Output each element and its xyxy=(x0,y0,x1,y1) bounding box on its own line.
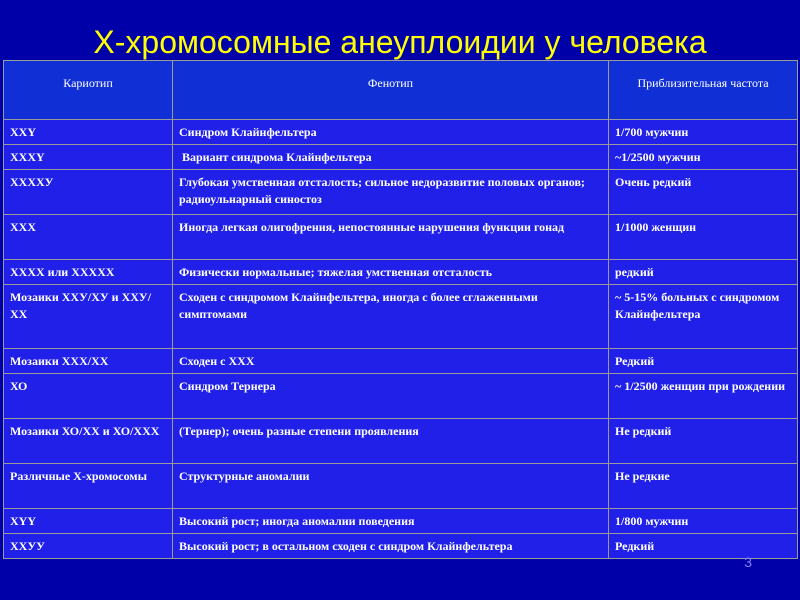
cell-frequency: ~ 5-15% больных с синдромом Клайнфельтера xyxy=(609,285,798,349)
cell-phenotype: Физически нормальные; тяжелая умственная отсталость xyxy=(173,260,609,285)
cell-frequency: 1/700 мужчин xyxy=(609,120,798,145)
cell-karyotype: ХХY xyxy=(4,120,173,145)
header-phenotype: Фенотип xyxy=(173,61,609,120)
cell-phenotype: Сходен с ХХХ xyxy=(173,349,609,374)
cell-karyotype: ХХХ xyxy=(4,215,173,260)
cell-karyotype: ХХУУ xyxy=(4,534,173,559)
table-row xyxy=(4,464,798,509)
table-row xyxy=(4,509,798,534)
cell-karyotype: Мозаики ХХУ/ХУ и ХХУ/ХХ xyxy=(4,285,173,349)
cell-frequency: Не редкие xyxy=(609,464,798,509)
table-row xyxy=(4,285,798,349)
cell-karyotype: ХХХY xyxy=(4,145,173,170)
table-row xyxy=(4,260,798,285)
cell-frequency: редкий xyxy=(609,260,798,285)
cell-karyotype: ХХХХУ xyxy=(4,170,173,215)
cell-karyotype: Различные Х-хромосомы xyxy=(4,464,173,509)
cell-frequency: Редкий xyxy=(609,534,798,559)
table-row xyxy=(4,419,798,464)
cell-phenotype: Иногда легкая олигофрения, непостоянные нарушения функции гонад xyxy=(173,215,609,260)
cell-frequency: Очень редкий xyxy=(609,170,798,215)
header-karyotype: Кариотип xyxy=(4,61,173,120)
table-row xyxy=(4,349,798,374)
cell-frequency: Редкий xyxy=(609,349,798,374)
table-row xyxy=(4,120,798,145)
cell-karyotype: Мозаики ХО/ХХ и ХО/ХХХ xyxy=(4,419,173,464)
cell-frequency: ~1/2500 мужчин xyxy=(609,145,798,170)
cell-phenotype: (Тернер); очень разные степени проявления xyxy=(173,419,609,464)
table-header-row xyxy=(4,61,798,120)
table-row xyxy=(4,145,798,170)
aneuploidy-table xyxy=(3,60,798,559)
cell-karyotype: ХYY xyxy=(4,509,173,534)
cell-karyotype: ХО xyxy=(4,374,173,419)
cell-phenotype: Сходен с синдромом Клайнфельтера, иногда с более сглаженными симптомами xyxy=(173,285,609,349)
slide-title: Х-хромосомные анеуплоидии у человека xyxy=(93,24,707,60)
cell-phenotype: Высокий рост; в остальном сходен с синдром Клайнфельтера xyxy=(173,534,609,559)
cell-phenotype: Глубокая умственная отсталость; сильное недоразвитие половых органов; радиоульнарный синостоз xyxy=(173,170,609,215)
cell-karyotype: ХХХХ или ХХХХХ xyxy=(4,260,173,285)
cell-phenotype: Высокий рост; иногда аномалии поведения xyxy=(173,509,609,534)
cell-karyotype: Мозаики ХХХ/ХХ xyxy=(4,349,173,374)
table-row xyxy=(4,215,798,260)
header-frequency: Приблизительная частота xyxy=(609,61,798,120)
cell-frequency: Не редкий xyxy=(609,419,798,464)
cell-phenotype: Синдром Клайнфельтера xyxy=(173,120,609,145)
table-row xyxy=(4,374,798,419)
table-row xyxy=(4,534,798,559)
cell-frequency: 1/800 мужчин xyxy=(609,509,798,534)
cell-frequency: ~ 1/2500 женщин при рождении xyxy=(609,374,798,419)
cell-phenotype: Синдром Тернера xyxy=(173,374,609,419)
page-number: 3 xyxy=(744,554,752,570)
cell-phenotype: Структурные аномалии xyxy=(173,464,609,509)
cell-frequency: 1/1000 женщин xyxy=(609,215,798,260)
cell-phenotype: Вариант синдрома Клайнфельтера xyxy=(173,145,609,170)
table-row xyxy=(4,170,798,215)
